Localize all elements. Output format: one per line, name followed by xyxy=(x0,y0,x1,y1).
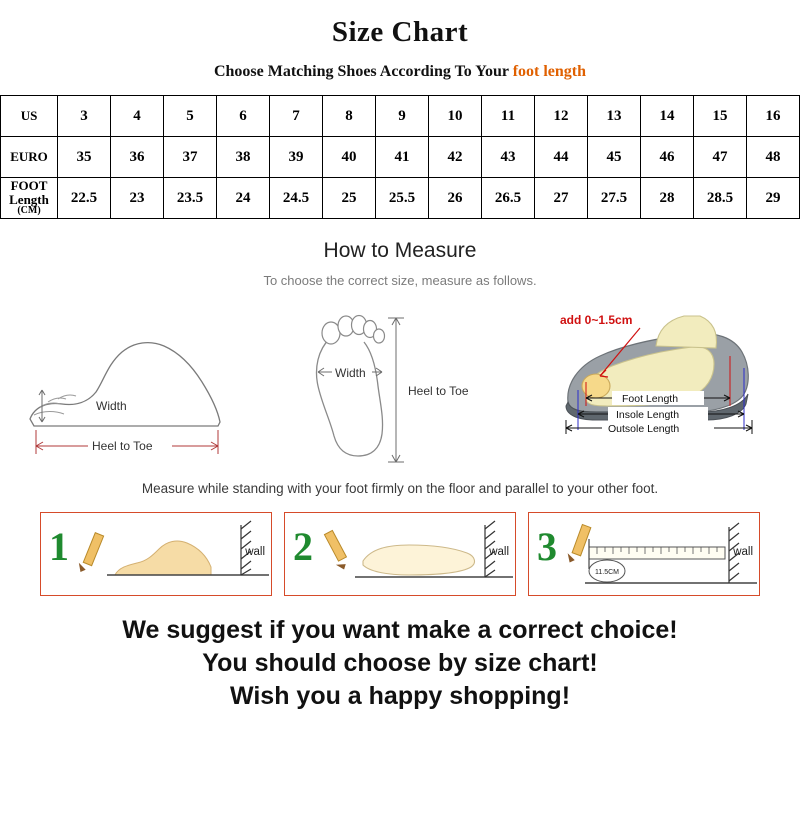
cell: 11 xyxy=(482,96,535,137)
side-width-label: Width xyxy=(96,399,127,413)
cell: 35 xyxy=(58,137,111,178)
cell: 23.5 xyxy=(164,178,217,219)
measure-note: Measure while standing with your foot firmly on the floor and parallel to your other foot. xyxy=(141,481,659,496)
wall-label: wall xyxy=(245,546,265,558)
page-title: Size Chart xyxy=(331,16,469,48)
how-to-measure-title: How to Measure xyxy=(323,239,477,262)
cell: 4 xyxy=(111,96,164,137)
footer-line-1: We suggest if you want make a correct choice! xyxy=(122,616,678,644)
top-width-label: Width xyxy=(335,366,366,380)
cell: 45 xyxy=(588,137,641,178)
insole-length-label: Insole Length xyxy=(616,409,680,421)
step-3 xyxy=(528,512,760,596)
pencil-icon xyxy=(565,525,591,564)
cell: 40 xyxy=(323,137,376,178)
side-foot-diagram xyxy=(30,343,220,454)
cell: 37 xyxy=(164,137,217,178)
measurement-diagrams xyxy=(0,294,800,479)
table-row xyxy=(1,178,800,219)
cell: 28.5 xyxy=(694,178,747,219)
row-header-us: US xyxy=(1,96,58,137)
foot-length-label: Foot Length xyxy=(622,393,679,405)
row-header-foot-length-unit: (CM) xyxy=(17,205,41,217)
cell: 23 xyxy=(111,178,164,219)
step-number: 2 xyxy=(293,524,313,569)
cell: 24.5 xyxy=(270,178,323,219)
cell: 7 xyxy=(270,96,323,137)
ruler-value: 11.5CM xyxy=(595,569,619,576)
cell: 8 xyxy=(323,96,376,137)
row-header-foot-length-text: FOOT Length xyxy=(9,178,49,207)
cell: 43 xyxy=(482,137,535,178)
cell: 22.5 xyxy=(58,178,111,219)
top-foot-diagram xyxy=(317,316,469,463)
cell: 5 xyxy=(164,96,217,137)
footer-line-3: Wish you a happy shopping! xyxy=(229,682,571,710)
pencil-icon xyxy=(76,533,104,574)
step-1 xyxy=(40,512,272,596)
row-header-euro: EURO xyxy=(1,137,58,178)
row-header-foot-length xyxy=(1,178,58,219)
size-chart-page xyxy=(0,16,800,816)
table-row xyxy=(1,96,800,137)
cell: 41 xyxy=(376,137,429,178)
outsole-length-label: Outsole Length xyxy=(608,423,680,435)
size-table xyxy=(0,95,800,219)
cell: 27.5 xyxy=(588,178,641,219)
wall-label: wall xyxy=(733,546,753,558)
cell: 13 xyxy=(588,96,641,137)
step-number: 1 xyxy=(49,524,69,569)
step-number: 3 xyxy=(537,524,557,569)
how-to-measure-subtitle: To choose the correct size, measure as follows. xyxy=(263,273,537,288)
cell: 36 xyxy=(111,137,164,178)
cell: 42 xyxy=(429,137,482,178)
cell: 39 xyxy=(270,137,323,178)
cell: 38 xyxy=(217,137,270,178)
cell: 47 xyxy=(694,137,747,178)
cell: 25 xyxy=(323,178,376,219)
cell: 14 xyxy=(641,96,694,137)
cell: 29 xyxy=(747,178,800,219)
step-3-illustration xyxy=(529,513,757,593)
cell: 15 xyxy=(694,96,747,137)
cell: 3 xyxy=(58,96,111,137)
step-1-illustration xyxy=(41,513,269,593)
cell: 44 xyxy=(535,137,588,178)
footer-message xyxy=(0,614,800,713)
wall-label: wall xyxy=(489,546,509,558)
table-row xyxy=(1,137,800,178)
step-2-illustration xyxy=(285,513,513,593)
subtitle-accent: foot length xyxy=(512,63,587,80)
cell: 6 xyxy=(217,96,270,137)
steps-row xyxy=(0,512,800,596)
pencil-icon xyxy=(324,530,347,571)
cell: 27 xyxy=(535,178,588,219)
diagrams-svg xyxy=(0,294,800,479)
cell: 28 xyxy=(641,178,694,219)
top-length-label: Heel to Toe xyxy=(408,384,469,398)
cell: 48 xyxy=(747,137,800,178)
cell: 10 xyxy=(429,96,482,137)
cell: 25.5 xyxy=(376,178,429,219)
subtitle-prefix: Choose Matching Shoes According To Your xyxy=(213,63,513,80)
page-subtitle xyxy=(0,63,800,81)
cell: 12 xyxy=(535,96,588,137)
cell: 26.5 xyxy=(482,178,535,219)
shoe-foot-diagram xyxy=(560,313,752,435)
footer-line-2: You should choose by size chart! xyxy=(202,649,598,677)
cell: 9 xyxy=(376,96,429,137)
side-length-label: Heel to Toe xyxy=(92,439,153,453)
cell: 16 xyxy=(747,96,800,137)
cell: 24 xyxy=(217,178,270,219)
step-2 xyxy=(284,512,516,596)
add-length-label: add 0~1.5cm xyxy=(560,313,633,327)
cell: 46 xyxy=(641,137,694,178)
cell: 26 xyxy=(429,178,482,219)
